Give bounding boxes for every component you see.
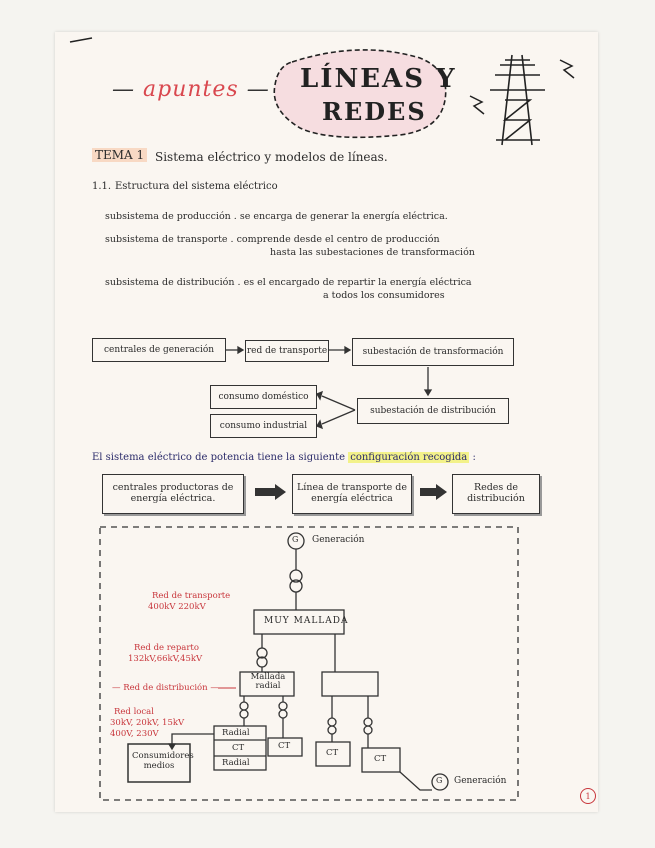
red-transporte-label: Red de transporte: [152, 591, 231, 601]
tema-label: TEMA 1: [92, 148, 147, 162]
generacion-bottom-g: G: [436, 776, 443, 785]
red-local-voltage-1: 30kV, 20kV, 15kV: [110, 718, 185, 728]
radial-label-2: Radial: [222, 758, 250, 768]
subsystem-distribucion: subsistema de distribución . es el encargado de repartir la energía eléctrica: [105, 277, 472, 288]
generacion-top-g: G: [292, 535, 299, 544]
box-centrales-generacion: centrales de generación: [92, 338, 226, 362]
subsystem-produccion: subsistema de producción . se encarga de generar la energía eléctrica.: [105, 211, 448, 222]
box-redes-distribucion: Redes de distribución: [452, 474, 540, 514]
header-apuntes: — apuntes —: [112, 77, 270, 102]
ct-label-4: CT: [374, 754, 387, 764]
box-consumo-domestico: consumo doméstico: [210, 385, 317, 409]
ct-label-1: CT: [232, 743, 245, 753]
title-line1: LÍNEAS Y: [300, 64, 457, 94]
muy-mallada-label: MUY MALLADA: [264, 616, 349, 626]
box-subestacion-transformacion: subestación de transformación: [352, 338, 514, 366]
mallada-radial-label: Mallada radial: [250, 672, 286, 692]
subsystem-distribucion-cont: a todos los consumidores: [323, 290, 445, 301]
section-number: 1.1.: [92, 181, 112, 192]
highlight-configuracion: configuración recogida: [350, 452, 468, 463]
red-local-label: Red local: [114, 707, 154, 717]
red-transporte-voltage: 400kV 220kV: [148, 602, 206, 612]
red-reparto-voltage: 132kV,66kV,45kV: [128, 654, 203, 664]
red-distribucion-label: — Red de distribución —: [112, 683, 219, 693]
subsystem-transporte: subsistema de transporte . comprende desde el centro de producción: [105, 234, 440, 245]
box-red-transporte: red de transporte: [245, 340, 329, 362]
box-consumo-industrial: consumo industrial: [210, 414, 317, 438]
tema-title: Sistema eléctrico y modelos de líneas.: [155, 150, 388, 164]
box-subestacion-distribucion: subestación de distribución: [357, 398, 509, 424]
red-local-voltage-2: 400V, 230V: [110, 729, 159, 739]
box-centrales-productoras: centrales productoras de energía eléctrica.: [102, 474, 244, 514]
ct-label-3: CT: [326, 748, 339, 758]
title-line2: REDES: [322, 97, 427, 126]
subsystem-transporte-cont: hasta las subestaciones de transformación: [270, 247, 475, 258]
section-title: Estructura del sistema eléctrico: [115, 181, 278, 192]
consumidores-medios-label: Consumidores medios: [132, 751, 194, 771]
box-linea-transporte: Línea de transporte de energía eléctrica: [292, 474, 412, 514]
generacion-bottom-label: Generación: [454, 776, 507, 786]
red-reparto-label: Red de reparto: [134, 643, 199, 653]
ct-label-2: CT: [278, 741, 291, 751]
generacion-top-label: Generación: [312, 535, 365, 545]
configuracion-sentence: El sistema eléctrico de potencia tiene la siguiente configuración recogida :: [92, 452, 476, 463]
page-number: 1: [580, 788, 596, 804]
radial-label-1: Radial: [222, 728, 250, 738]
